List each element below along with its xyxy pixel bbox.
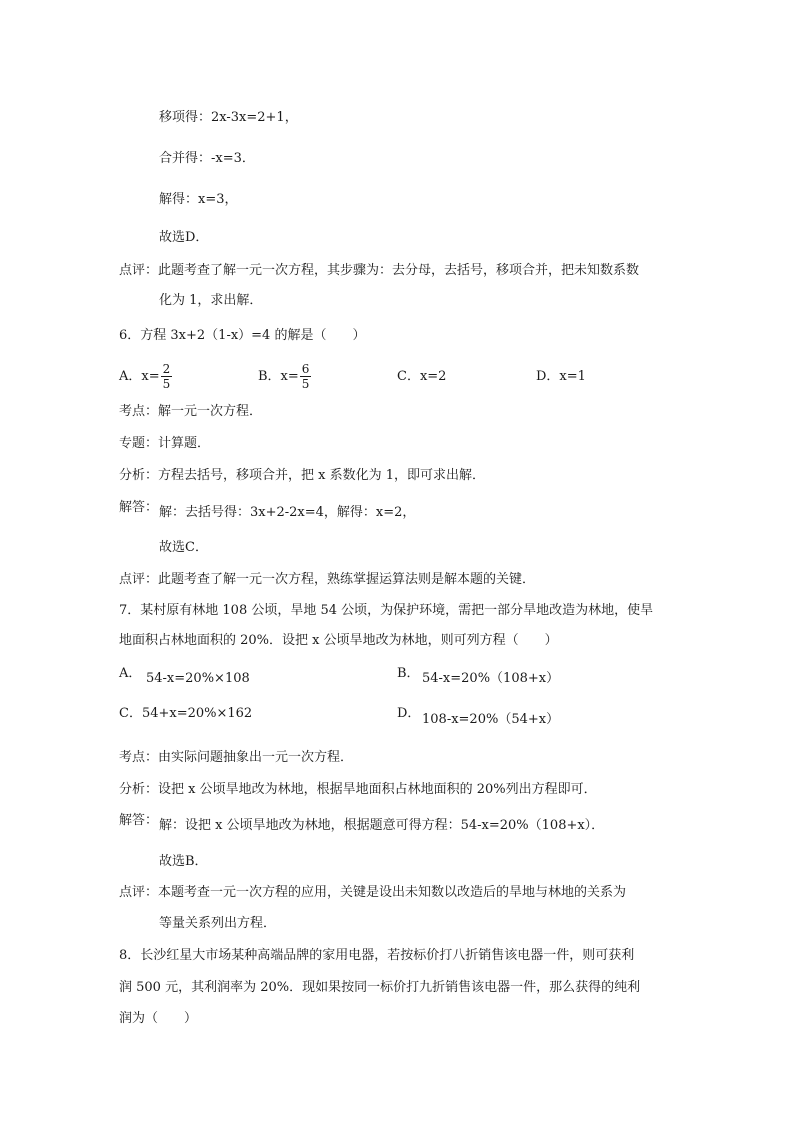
q8-question-line-2: 润 500 元，其利润率为 20%．现如果按同一标价打九折销售该电器一件，那么获得的纯利: [119, 980, 641, 995]
q7-jieda: 解：设把 x 公顷旱地改为林地，根据题意可得方程：54-x=20%（108+x）．: [159, 818, 605, 833]
q6-jieda-label: 解答：: [119, 500, 159, 515]
q6-option-a-prefix: A．x=: [119, 369, 160, 384]
q7-option-c: C．54+x=20%×162: [119, 706, 253, 721]
q6-option-b-fraction: [300, 362, 312, 391]
q7-jieda-label: 解答：: [119, 813, 159, 828]
q7-comment-1: 点评：本题考查一元一次方程的应用，关键是设出未知数以改造后的旱地与林地的关系为: [119, 885, 627, 900]
q6-option-a-denominator: 5: [162, 377, 171, 391]
q6-option-d: D．x=1: [536, 369, 586, 384]
q7-option-b: 54-x=20%（108+x）: [422, 671, 560, 686]
q7-option-a: 54-x=20%×108: [146, 671, 250, 686]
q6-option-b: [258, 362, 311, 391]
q6-choose: 故选C．: [159, 540, 208, 555]
q6-option-a-numerator: 2: [162, 362, 171, 376]
q7-comment-2: 等量关系列出方程．: [159, 916, 277, 931]
q7-option-b-label: B．: [397, 666, 420, 681]
q7-option-d: 108-x=20%（54+x）: [422, 712, 560, 727]
q6-comment: 点评：此题考查了解一元一次方程，熟练掌握运算法则是解本题的关键．: [119, 572, 536, 587]
q7-kaodian: 考点：由实际问题抽象出一元一次方程．: [119, 750, 354, 765]
q6-option-b-prefix: B．x=: [258, 369, 299, 384]
prev-step-combine: 合并得：-x=3．: [159, 151, 255, 166]
q7-question-line-1: 7．某村原有林地 108 公顷，旱地 54 公顷，为保护环境，需把一部分旱地改造为林地，使旱: [119, 603, 654, 618]
q8-question-line-1: 8．长沙红星大市场某种高端品牌的家用电器，若按标价打八折销售该电器一件，则可获利: [119, 948, 635, 963]
q7-question-line-2: 地面积占林地面积的 20%．设把 x 公顷旱地改为林地，则可列方程（ ）: [119, 633, 558, 648]
q6-option-a-fraction: [161, 362, 173, 391]
q7-option-a-label: A．: [119, 666, 142, 681]
q7-fenxi: 分析：设把 x 公顷旱地改为林地，根据旱地面积占林地面积的 20%列出方程即可．: [119, 782, 597, 797]
prev-step-move: 移项得：2x-3x=2+1，: [159, 110, 298, 125]
prev-comment-1: 点评：此题考查了解一元一次方程，其步骤为：去分母，去括号，移项合并，把未知数系数: [119, 263, 640, 278]
q6-kaodian: 考点：解一元一次方程．: [119, 404, 263, 419]
q8-question-line-3: 润为（ ）: [119, 1011, 198, 1026]
q6-zhuanti: 专题：计算题．: [119, 436, 211, 451]
q6-option-a: [119, 362, 172, 391]
q6-question: 6．方程 3x+2（1-x）=4 的解是（ ）: [119, 328, 366, 343]
prev-comment-2: 化为 1，求出解．: [159, 293, 263, 308]
q7-option-d-label: D．: [397, 706, 421, 721]
q6-option-b-denominator: 5: [301, 377, 310, 391]
q6-fenxi: 分析：方程去括号，移项合并，把 x 系数化为 1，即可求出解．: [119, 468, 485, 483]
q7-choose: 故选B．: [159, 854, 208, 869]
q6-option-c: C．x=2: [397, 369, 447, 384]
q6-jieda: 解：去括号得：3x+2-2x=4，解得：x=2，: [159, 505, 416, 520]
q6-option-b-numerator: 6: [301, 362, 310, 376]
prev-choose: 故选D．: [159, 230, 209, 245]
prev-step-solve: 解得：x=3，: [159, 192, 238, 207]
